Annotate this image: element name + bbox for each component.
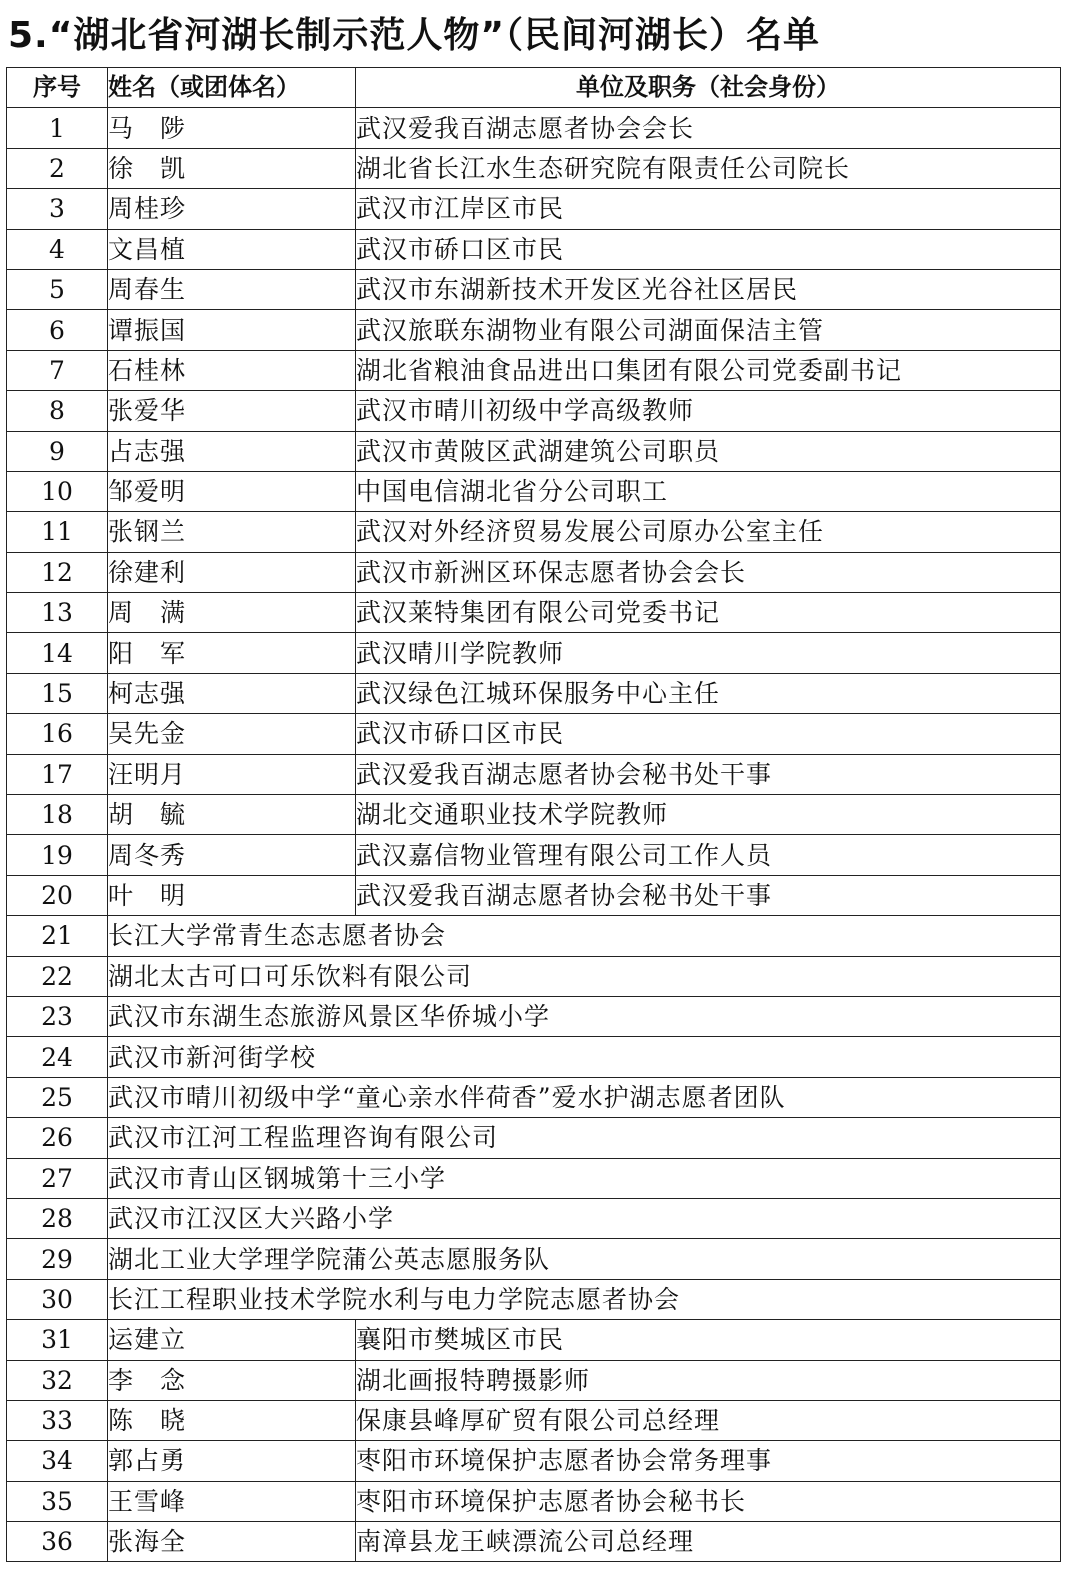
table-row: [7, 1037, 1061, 1077]
row-organization-name: 湖北工业大学理学院蒲公英志愿服务队: [108, 1239, 1061, 1279]
row-unit-position: 武汉市黄陂区武湖建筑公司职员: [356, 431, 1061, 471]
row-serial-number: 33: [7, 1400, 108, 1440]
row-serial-number: 5: [7, 269, 108, 309]
row-unit-position: 武汉晴川学院教师: [356, 633, 1061, 673]
row-unit-position: 枣阳市环境保护志愿者协会秘书长: [356, 1481, 1061, 1521]
row-serial-number: 35: [7, 1481, 108, 1521]
table-row: [7, 1077, 1061, 1117]
row-unit-position: 湖北省长江水生态研究院有限责任公司院长: [356, 148, 1061, 188]
row-unit-position: 武汉市硚口区市民: [356, 229, 1061, 269]
row-serial-number: 34: [7, 1441, 108, 1481]
row-unit-position: 武汉莱特集团有限公司党委书记: [356, 593, 1061, 633]
row-organization-name: 长江大学常青生态志愿者协会: [108, 916, 1061, 956]
row-serial-number: 2: [7, 148, 108, 188]
row-serial-number: 15: [7, 673, 108, 713]
table-row: [7, 108, 1061, 148]
table-row: [7, 633, 1061, 673]
header-unit-position: 单位及职务（社会身份）: [356, 68, 1061, 108]
row-person-name: 徐建利: [108, 552, 356, 592]
row-organization-name: 武汉市江汉区大兴路小学: [108, 1198, 1061, 1238]
table-row: [7, 593, 1061, 633]
header-serial-number: 序号: [7, 68, 108, 108]
row-person-name: 叶 明: [108, 875, 356, 915]
row-unit-position: 武汉爱我百湖志愿者协会秘书处干事: [356, 754, 1061, 794]
row-person-name: 徐 凯: [108, 148, 356, 188]
table-row: [7, 1481, 1061, 1521]
header-name: 姓名（或团体名）: [108, 68, 356, 108]
row-person-name: 吴先金: [108, 714, 356, 754]
row-organization-name: 武汉市晴川初级中学“童心亲水伴荷香”爱水护湖志愿者团队: [108, 1077, 1061, 1117]
table-row: [7, 835, 1061, 875]
row-unit-position: 湖北省粮油食品进出口集团有限公司党委副书记: [356, 350, 1061, 390]
table-row: [7, 350, 1061, 390]
table-row: [7, 754, 1061, 794]
row-person-name: 周桂珍: [108, 189, 356, 229]
row-person-name: 石桂林: [108, 350, 356, 390]
row-person-name: 谭振国: [108, 310, 356, 350]
row-person-name: 汪明月: [108, 754, 356, 794]
row-unit-position: 枣阳市环境保护志愿者协会常务理事: [356, 1441, 1061, 1481]
table-header-row: [7, 68, 1061, 108]
row-serial-number: 31: [7, 1320, 108, 1360]
row-organization-name: 长江工程职业技术学院水利与电力学院志愿者协会: [108, 1279, 1061, 1319]
row-person-name: 郭占勇: [108, 1441, 356, 1481]
row-unit-position: 南漳县龙王峡漂流公司总经理: [356, 1522, 1061, 1562]
row-unit-position: 保康县峰厚矿贸有限公司总经理: [356, 1400, 1061, 1440]
row-serial-number: 27: [7, 1158, 108, 1198]
row-person-name: 李 念: [108, 1360, 356, 1400]
row-serial-number: 11: [7, 512, 108, 552]
row-person-name: 阳 军: [108, 633, 356, 673]
row-serial-number: 13: [7, 593, 108, 633]
row-serial-number: 20: [7, 875, 108, 915]
roster-table: [6, 67, 1061, 1562]
row-serial-number: 14: [7, 633, 108, 673]
table-row: [7, 391, 1061, 431]
row-person-name: 陈 晓: [108, 1400, 356, 1440]
row-serial-number: 24: [7, 1037, 108, 1077]
row-serial-number: 10: [7, 471, 108, 511]
table-body: [7, 108, 1061, 1562]
row-unit-position: 武汉对外经济贸易发展公司原办公室主任: [356, 512, 1061, 552]
table-row: [7, 189, 1061, 229]
row-unit-position: 武汉旅联东湖物业有限公司湖面保洁主管: [356, 310, 1061, 350]
row-unit-position: 武汉市新洲区环保志愿者协会会长: [356, 552, 1061, 592]
row-unit-position: 武汉市硚口区市民: [356, 714, 1061, 754]
row-person-name: 张钢兰: [108, 512, 356, 552]
row-serial-number: 25: [7, 1077, 108, 1117]
row-organization-name: 武汉市青山区钢城第十三小学: [108, 1158, 1061, 1198]
row-unit-position: 武汉嘉信物业管理有限公司工作人员: [356, 835, 1061, 875]
table-row: [7, 714, 1061, 754]
table-row: [7, 916, 1061, 956]
row-person-name: 胡 毓: [108, 795, 356, 835]
row-serial-number: 30: [7, 1279, 108, 1319]
row-serial-number: 32: [7, 1360, 108, 1400]
row-unit-position: 湖北画报特聘摄影师: [356, 1360, 1061, 1400]
row-serial-number: 1: [7, 108, 108, 148]
table-row: [7, 512, 1061, 552]
table-row: [7, 552, 1061, 592]
row-serial-number: 28: [7, 1198, 108, 1238]
row-serial-number: 17: [7, 754, 108, 794]
row-person-name: 张海全: [108, 1522, 356, 1562]
row-person-name: 周冬秀: [108, 835, 356, 875]
table-row: [7, 996, 1061, 1036]
table-row: [7, 1239, 1061, 1279]
table-row: [7, 229, 1061, 269]
row-person-name: 周 满: [108, 593, 356, 633]
row-serial-number: 26: [7, 1118, 108, 1158]
row-unit-position: 武汉市江岸区市民: [356, 189, 1061, 229]
row-serial-number: 7: [7, 350, 108, 390]
row-unit-position: 武汉绿色江城环保服务中心主任: [356, 673, 1061, 713]
row-serial-number: 16: [7, 714, 108, 754]
row-person-name: 周春生: [108, 269, 356, 309]
row-serial-number: 4: [7, 229, 108, 269]
table-row: [7, 310, 1061, 350]
table-row: [7, 1400, 1061, 1440]
page-title: 5.“湖北省河湖长制示范人物”（民间河湖长）名单: [8, 15, 821, 56]
row-serial-number: 23: [7, 996, 108, 1036]
table-row: [7, 148, 1061, 188]
row-person-name: 占志强: [108, 431, 356, 471]
row-unit-position: 中国电信湖北省分公司职工: [356, 471, 1061, 511]
table-row: [7, 875, 1061, 915]
row-serial-number: 29: [7, 1239, 108, 1279]
row-serial-number: 9: [7, 431, 108, 471]
row-person-name: 文昌植: [108, 229, 356, 269]
row-unit-position: 武汉爱我百湖志愿者协会会长: [356, 108, 1061, 148]
table-row: [7, 956, 1061, 996]
row-serial-number: 21: [7, 916, 108, 956]
row-organization-name: 武汉市新河街学校: [108, 1037, 1061, 1077]
table-row: [7, 1118, 1061, 1158]
row-unit-position: 湖北交通职业技术学院教师: [356, 795, 1061, 835]
row-unit-position: 武汉市晴川初级中学高级教师: [356, 391, 1061, 431]
table-row: [7, 1360, 1061, 1400]
table-row: [7, 431, 1061, 471]
row-unit-position: 武汉爱我百湖志愿者协会秘书处干事: [356, 875, 1061, 915]
table-row: [7, 1279, 1061, 1319]
row-serial-number: 8: [7, 391, 108, 431]
row-person-name: 张爱华: [108, 391, 356, 431]
row-organization-name: 武汉市江河工程监理咨询有限公司: [108, 1118, 1061, 1158]
row-serial-number: 19: [7, 835, 108, 875]
row-serial-number: 18: [7, 795, 108, 835]
table-row: [7, 471, 1061, 511]
table-row: [7, 1158, 1061, 1198]
row-unit-position: 武汉市东湖新技术开发区光谷社区居民: [356, 269, 1061, 309]
table-row: [7, 1522, 1061, 1562]
row-unit-position: 襄阳市樊城区市民: [356, 1320, 1061, 1360]
table-row: [7, 1320, 1061, 1360]
row-person-name: 邹爱明: [108, 471, 356, 511]
table-row: [7, 673, 1061, 713]
table-row: [7, 1198, 1061, 1238]
row-serial-number: 6: [7, 310, 108, 350]
row-serial-number: 3: [7, 189, 108, 229]
row-person-name: 王雪峰: [108, 1481, 356, 1521]
row-serial-number: 22: [7, 956, 108, 996]
table-row: [7, 795, 1061, 835]
row-person-name: 柯志强: [108, 673, 356, 713]
row-organization-name: 武汉市东湖生态旅游风景区华侨城小学: [108, 996, 1061, 1036]
table-row: [7, 1441, 1061, 1481]
row-organization-name: 湖北太古可口可乐饮料有限公司: [108, 956, 1061, 996]
row-person-name: 马 陟: [108, 108, 356, 148]
table-row: [7, 269, 1061, 309]
row-serial-number: 36: [7, 1522, 108, 1562]
row-person-name: 运建立: [108, 1320, 356, 1360]
row-serial-number: 12: [7, 552, 108, 592]
